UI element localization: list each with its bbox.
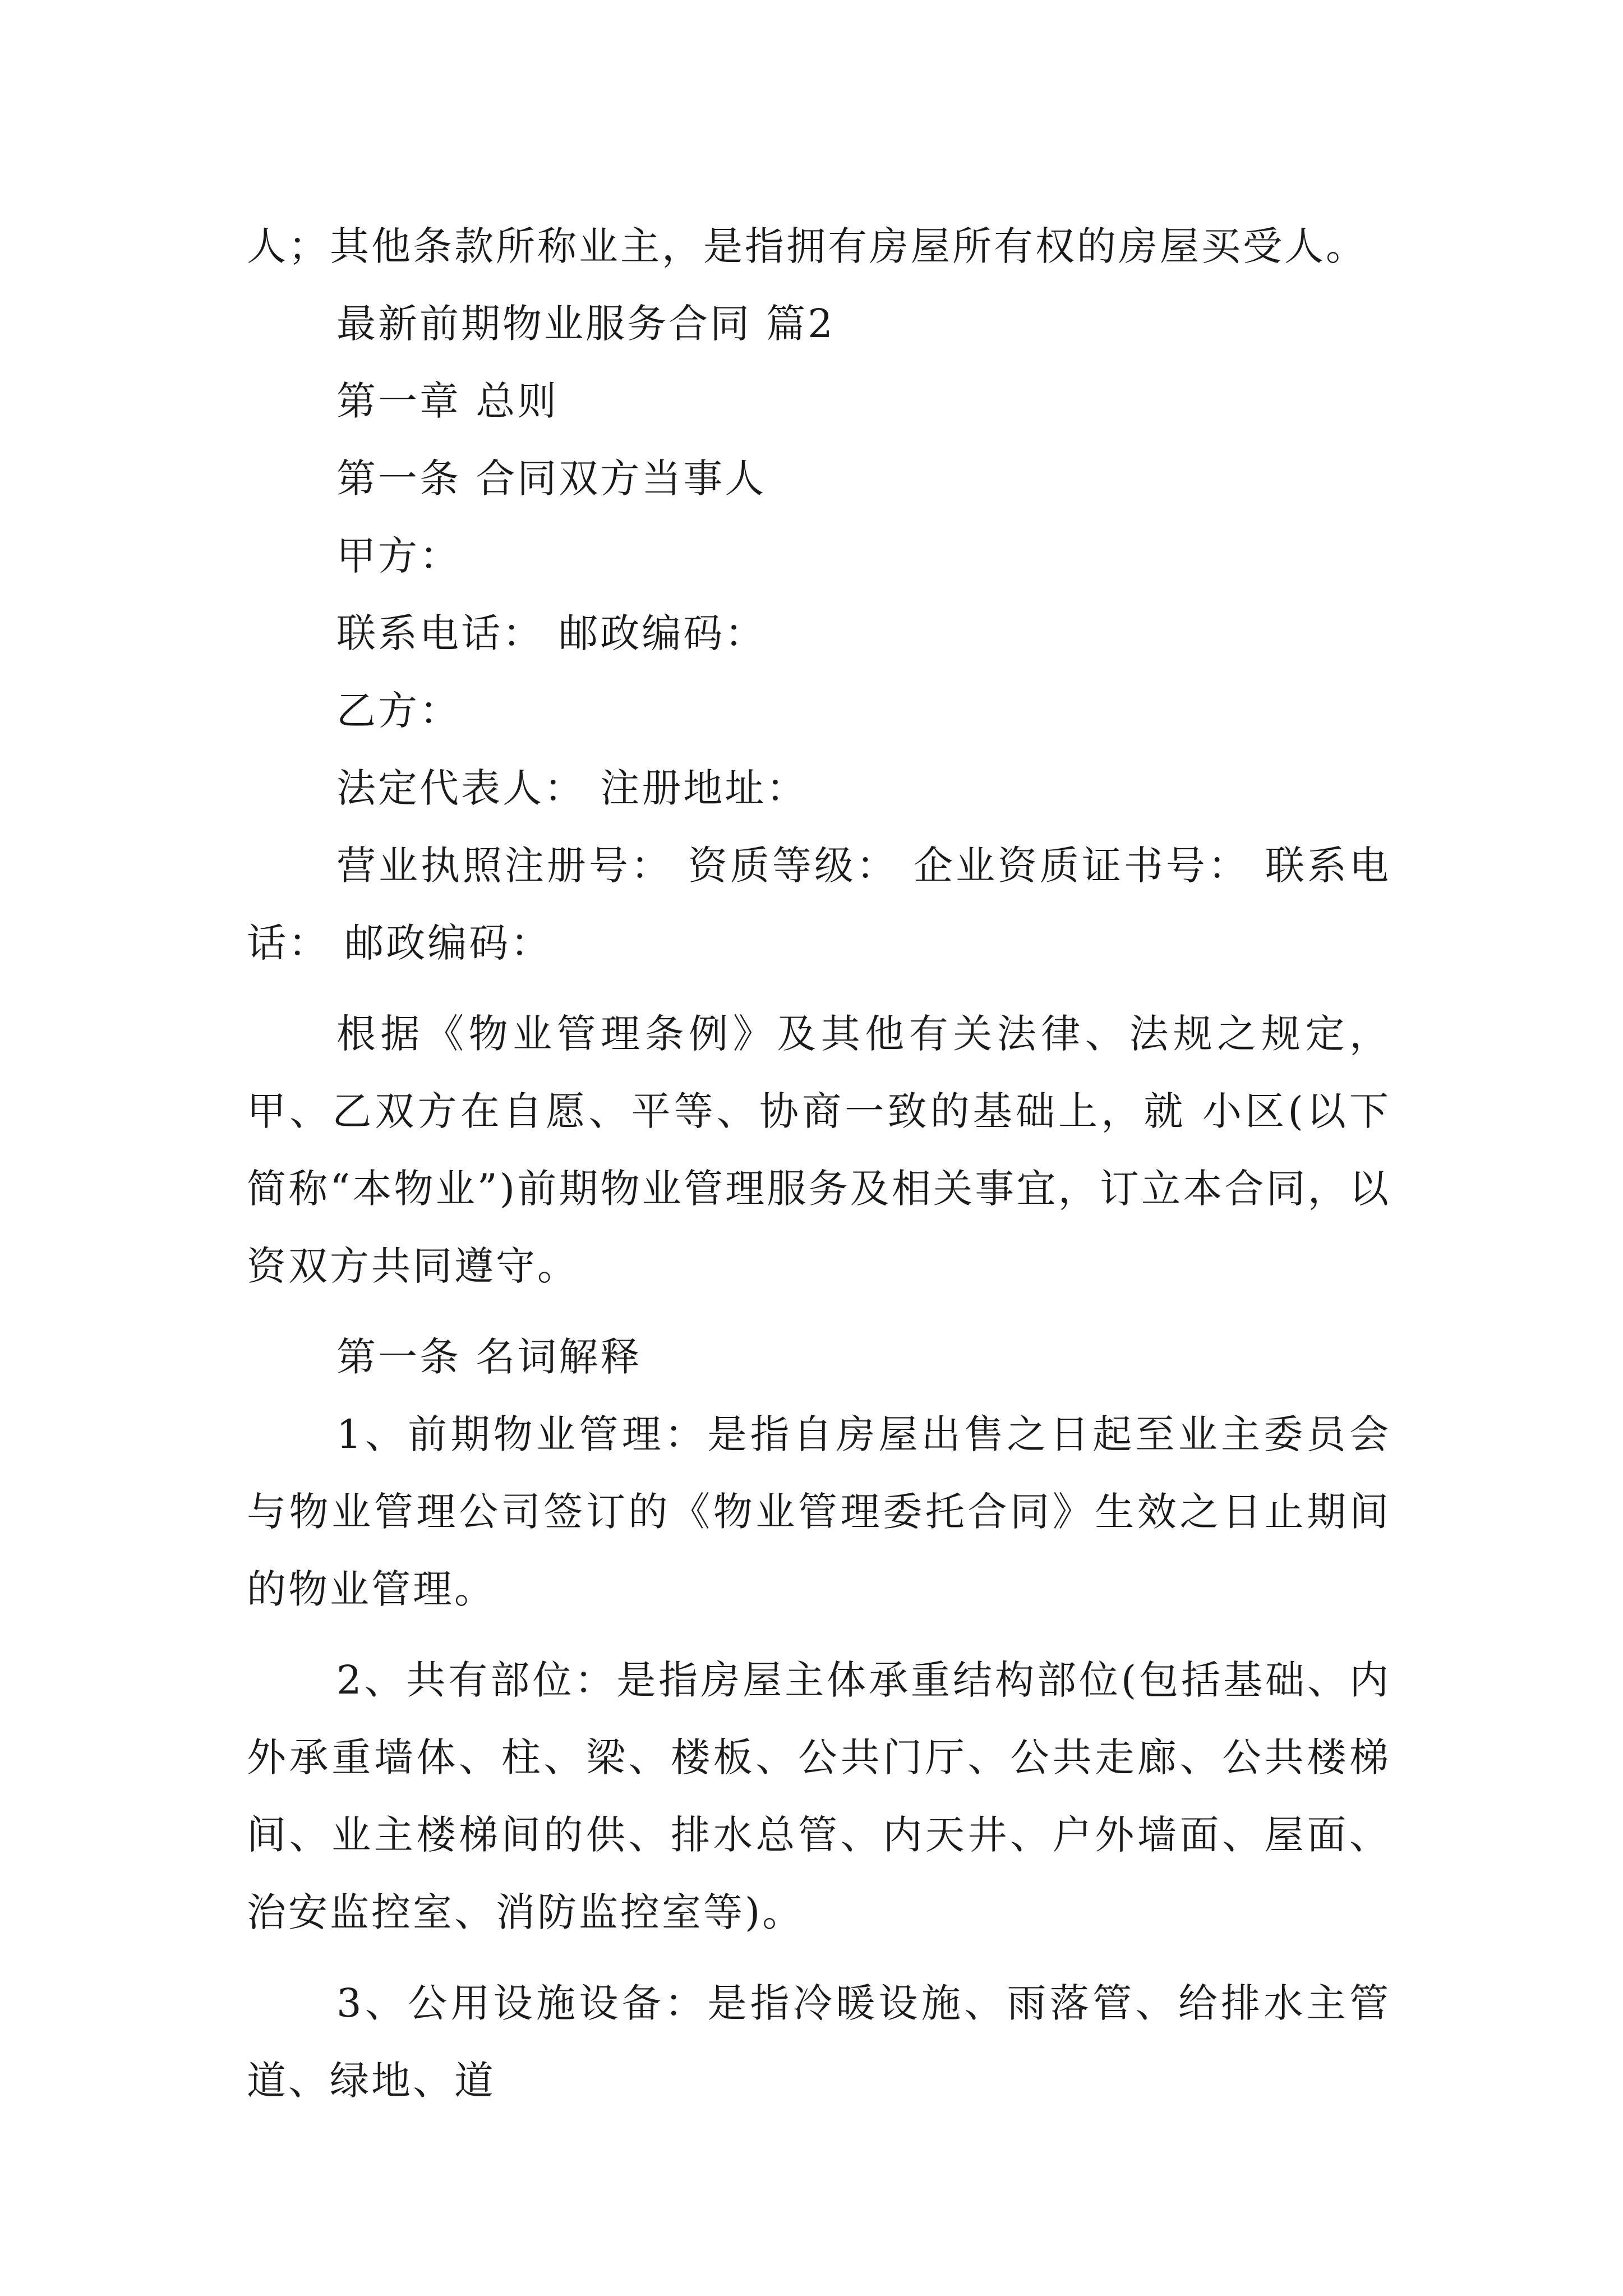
party-a-contact: 联系电话： 邮政编码：	[336, 610, 767, 656]
article-heading-definitions: 第一条 名词解释	[336, 1334, 642, 1380]
party-b-representative: 法定代表人： 注册地址：	[336, 765, 808, 811]
section-heading: 最新前期物业服务合同 篇2	[336, 301, 835, 347]
paragraph-continuation: 人；其他条款所称业主，是指拥有房屋所有权的房屋买受人。	[247, 223, 1367, 269]
party-b-license: 营业执照注册号： 资质等级： 企业资质证书号： 联系电话： 邮政编码：	[247, 843, 1391, 966]
preamble-paragraph: 根据《物业管理条例》及其他有关法律、法规之规定，甲、乙双方在自愿、平等、协商一致的基础上，就 小区(以下简称“本物业”)前期物业管理服务及相关事宜，订立本合同，以资双方共同遵守。	[247, 1011, 1391, 1289]
party-b-label: 乙方：	[336, 688, 461, 734]
article-heading: 第一条 合同双方当事人	[336, 455, 767, 501]
definition-item-3: 3、公用设施设备：是指冷暖设施、雨落管、给排水主管道、绿地、道	[247, 1980, 1391, 2104]
party-a-label: 甲方：	[336, 533, 461, 579]
definition-item-1: 1、前期物业管理：是指自房屋出售之日起至业主委员会与物业管理公司签订的《物业管理委托合同》生效之日止期间的物业管理。	[247, 1411, 1391, 1612]
definition-item-2: 2、共有部位：是指房屋主体承重结构部位(包括基础、内外承重墙体、柱、梁、楼板、公共门厅、公共走廊、公共楼梯间、业主楼梯间的供、排水总管、内天井、户外墙面、屋面、治安监控室、消防监控室等)。	[247, 1657, 1391, 1935]
chapter-heading: 第一章 总则	[336, 378, 559, 424]
document-body	[247, 208, 1391, 2133]
